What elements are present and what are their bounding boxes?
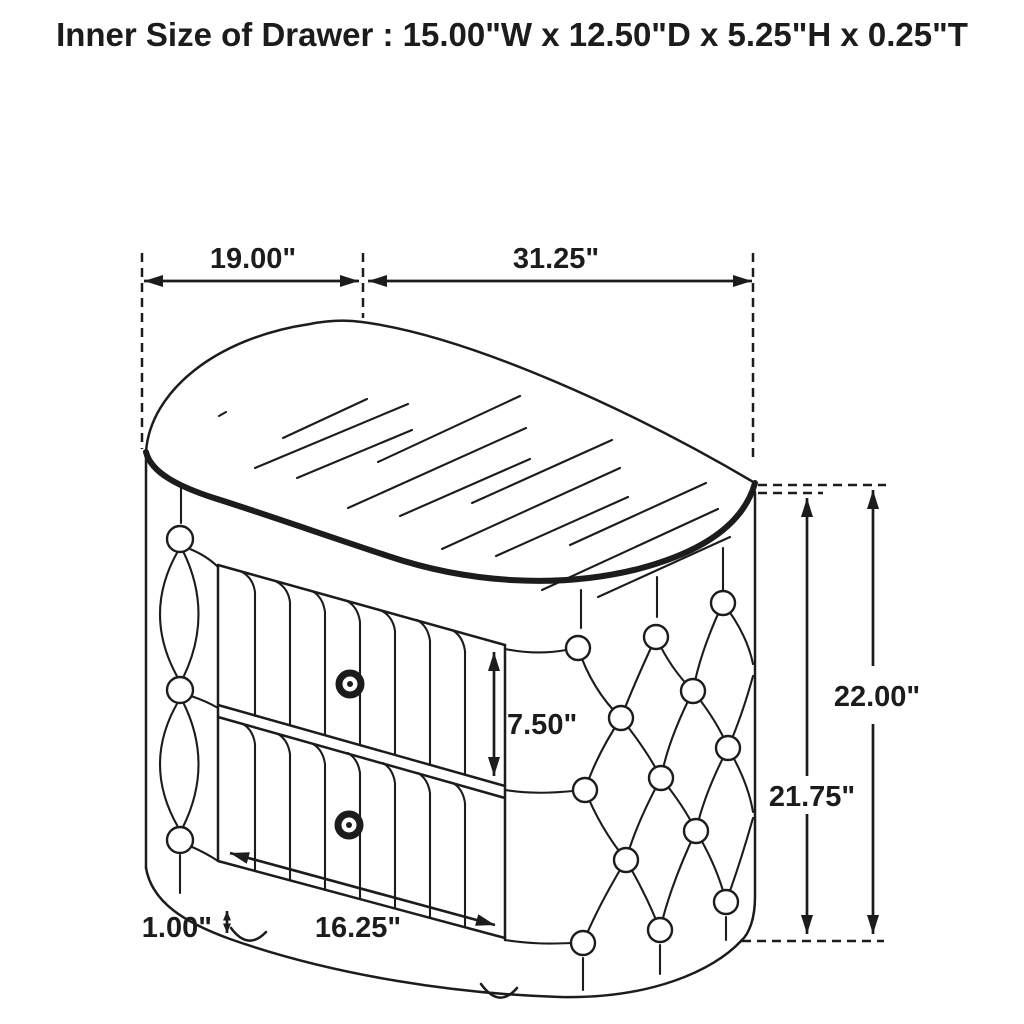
tuft-button (167, 677, 193, 703)
tuft-button (573, 778, 597, 802)
tuft-button (167, 526, 193, 552)
tuft-button (711, 591, 735, 615)
tuft-button (566, 636, 590, 660)
dim-label-drawer-height: 7.50" (507, 709, 578, 741)
right-edge (741, 492, 755, 941)
dim-label-top-width: 31.25" (512, 243, 600, 275)
tuft-button (684, 819, 708, 843)
drawer-area (218, 565, 505, 940)
right-side-panel (505, 548, 753, 990)
diagram-title: Inner Size of Drawer : 15.00"W x 12.50"D x 5.25"H x 0.25"T (56, 16, 968, 53)
dim-top-depth (142, 243, 363, 449)
drawer-divider-upper (218, 705, 505, 786)
tuft-button (644, 625, 668, 649)
tuft-button (649, 766, 673, 790)
tuft-button (614, 848, 638, 872)
drawer-2-knob (338, 814, 360, 836)
tabletop (146, 321, 755, 597)
dim-foot-height (142, 911, 227, 944)
drawer-divider-lower (218, 717, 505, 798)
tuft-button (571, 931, 595, 955)
tuft-button (714, 890, 738, 914)
tabletop-outline-top (146, 321, 755, 483)
dim-top-width (368, 243, 753, 458)
tuft-button (609, 706, 633, 730)
dim-label-top-depth: 19.00" (209, 243, 297, 275)
dim-overall-height (742, 485, 920, 941)
tuft-seams-right (505, 548, 753, 990)
dim-label-drawer-width: 16.25" (314, 912, 402, 944)
tuft-button (716, 736, 740, 760)
drawer-1-knob (339, 673, 361, 695)
dim-drawer-height (494, 652, 577, 776)
tuft-button (648, 918, 672, 942)
left-side-panel (160, 487, 218, 893)
dim-label-overall-height: 22.00" (833, 681, 921, 713)
dim-label-body-height: 21.75" (768, 781, 856, 813)
tuft-button (681, 679, 705, 703)
foot-left (231, 928, 266, 941)
tuft-button (167, 827, 193, 853)
dim-body-height (758, 493, 855, 934)
tabletop-front-lip (146, 452, 755, 581)
dim-label-foot-height: 1.00" (141, 912, 212, 944)
